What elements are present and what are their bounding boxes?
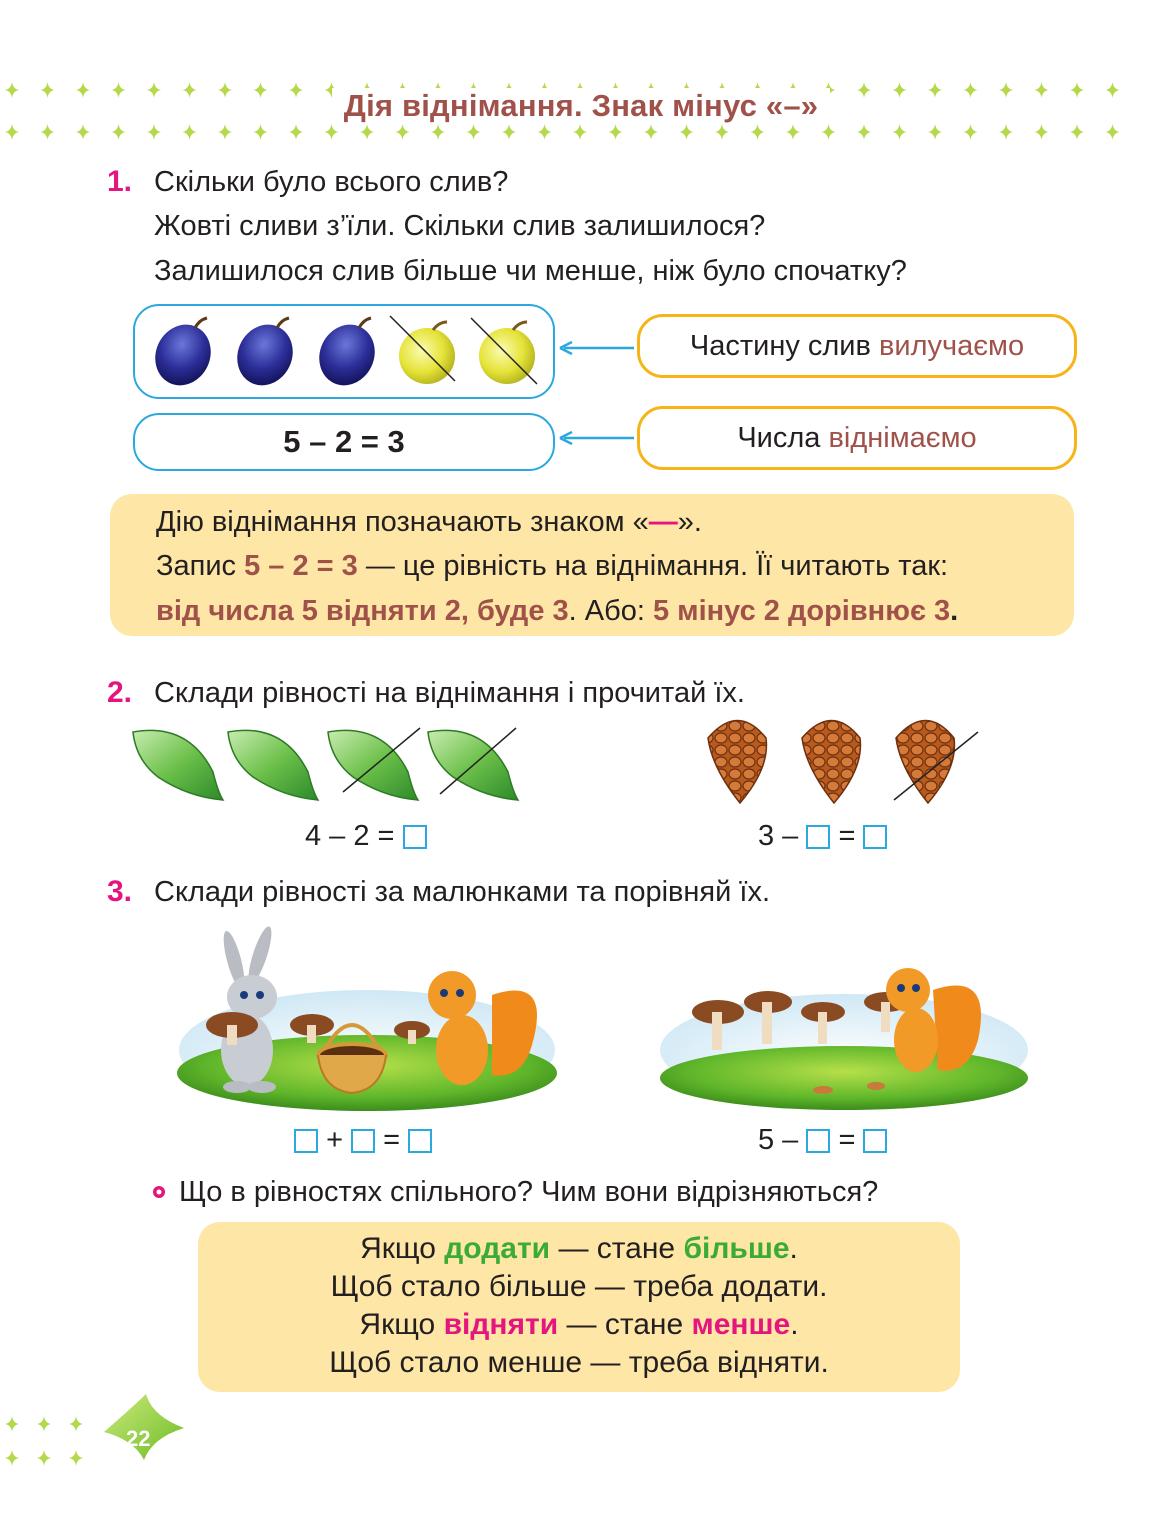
- star-decoration: [928, 124, 942, 140]
- star-decoration: [751, 124, 765, 140]
- task2-equation-right: 3 – =: [758, 820, 887, 853]
- label-subtract-plain: Числа: [737, 422, 829, 454]
- star-decoration: [5, 1416, 19, 1432]
- star-decoration: [1070, 124, 1084, 140]
- leaf-2: [228, 730, 318, 800]
- equation-5-2-3: 5 – 2 = 3: [283, 424, 405, 459]
- cones-illustration: [700, 708, 980, 808]
- rule1-line-1: Дію віднімання позначають знаком «—».: [156, 506, 702, 538]
- equation-frame: [133, 413, 555, 471]
- star-decoration: [76, 124, 90, 140]
- star-decoration: [538, 124, 552, 140]
- star-decoration: [431, 124, 445, 140]
- label-remove-accent: вилучаємо: [878, 330, 1025, 362]
- star-decoration: [112, 124, 126, 140]
- plums-illustration: [135, 306, 553, 397]
- task-number-3: 3.: [107, 875, 133, 908]
- task2-text: Склади рівності на віднімання і прочитай їх.: [154, 677, 745, 709]
- plum-blue-1: [145, 315, 220, 394]
- star-decoration: [609, 124, 623, 140]
- star-decoration: [1106, 124, 1120, 140]
- leaves-illustration: [128, 722, 528, 807]
- task1-line-3: Залишилося слив більше чи менше, ніж було спочатку?: [154, 255, 907, 287]
- answer-box[interactable]: [294, 1129, 318, 1153]
- answer-box[interactable]: [863, 825, 887, 849]
- answer-box[interactable]: [806, 825, 830, 849]
- star-decoration: [37, 1416, 51, 1432]
- star-decoration: [502, 124, 516, 140]
- star-decoration: [69, 1416, 83, 1432]
- answer-box[interactable]: [351, 1129, 375, 1153]
- arrow-left-icon: [558, 340, 638, 360]
- label-remove-plain: Частину слив: [689, 330, 879, 362]
- answer-box[interactable]: [806, 1129, 830, 1153]
- star-decoration: [644, 124, 658, 140]
- star-row-second: [0, 122, 1162, 142]
- cone-1: [708, 721, 766, 804]
- star-decoration: [37, 1450, 51, 1466]
- star-decoration: [218, 124, 232, 140]
- star-decoration: [467, 124, 481, 140]
- hare-squirrel-basket-illustration: [172, 915, 562, 1120]
- star-decoration: [5, 1450, 19, 1466]
- star-decoration: [1035, 124, 1049, 140]
- page-number: 22: [126, 1426, 151, 1451]
- leaf-crossed-2: [428, 728, 518, 800]
- rule2-line-4: Щоб стало менше — треба відняти.: [329, 1346, 829, 1379]
- plum-blue-3: [309, 315, 384, 394]
- hare: [219, 924, 277, 1093]
- rule2-line-2: Щоб стало більше — треба додати.: [330, 1270, 828, 1303]
- cone-2: [802, 721, 860, 804]
- task3-equation-right: 5 – =: [758, 1124, 887, 1157]
- task-number-2: 2.: [107, 676, 133, 709]
- star-decoration: [254, 124, 268, 140]
- plum-yellow-crossed-2: [471, 318, 537, 384]
- rule2-line-1: Якщо додати — стане більше.: [360, 1232, 798, 1265]
- star-decoration: [893, 124, 907, 140]
- rule2-text: [198, 1230, 960, 1382]
- star-cluster-footer: [0, 1408, 100, 1468]
- task3-question: Що в рівностях спільного? Чим вони відрізняються?: [179, 1176, 879, 1208]
- squirrel-mushrooms-illustration: [658, 950, 1030, 1110]
- star-decoration: [680, 124, 694, 140]
- leaf-crossed-1: [328, 728, 420, 800]
- task3-text: Склади рівності за малюнками та порівняй їх.: [154, 876, 771, 908]
- arrow-left-icon: [558, 430, 638, 450]
- star-decoration: [41, 124, 55, 140]
- label-remove-part: [637, 314, 1077, 378]
- plums-frame: [133, 304, 555, 399]
- answer-box[interactable]: [403, 825, 427, 849]
- label-subtract-numbers: [637, 406, 1077, 470]
- plum-blue-2: [227, 315, 302, 394]
- answer-box[interactable]: [863, 1129, 887, 1153]
- star-decoration: [573, 124, 587, 140]
- star-decoration: [183, 124, 197, 140]
- star-decoration: [964, 124, 978, 140]
- task-number-1: 1.: [107, 165, 133, 198]
- label-subtract-accent: віднімаємо: [828, 422, 977, 454]
- bullet-dot-icon: [151, 1184, 167, 1200]
- task3-equation-left: + =: [294, 1124, 432, 1157]
- star-decoration: [289, 124, 303, 140]
- page-title: Дія віднімання. Знак мінус «–»: [0, 88, 1162, 124]
- rule1-line-3: від числа 5 відняти 2, буде 3. Або: 5 мінус 2 дорівнює 3.: [156, 595, 959, 627]
- star-decoration: [69, 1450, 83, 1466]
- star-decoration: [360, 124, 374, 140]
- task1-line-1: Скільки було всього слив?: [154, 166, 509, 198]
- star-decoration: [715, 124, 729, 140]
- star-decoration: [147, 124, 161, 140]
- task1-line-2: Жовті сливи з’їли. Скільки слив залишилося?: [154, 210, 766, 242]
- star-decoration: [786, 124, 800, 140]
- leaf-1: [133, 730, 223, 800]
- plum-yellow-crossed-1: [390, 316, 455, 384]
- star-decoration: [857, 124, 871, 140]
- rule1-line-2: Запис 5 – 2 = 3 — це рівність на віднімання. Її читають так:: [156, 550, 949, 582]
- answer-box[interactable]: [408, 1129, 432, 1153]
- task2-equation-left: 4 – 2 =: [305, 820, 427, 853]
- rule2-line-3: Якщо відняти — стане менше.: [359, 1308, 799, 1341]
- star-decoration: [396, 124, 410, 140]
- star-decoration: [325, 124, 339, 140]
- cone-crossed: [894, 721, 978, 804]
- star-decoration: [999, 124, 1013, 140]
- star-decoration: [5, 124, 19, 140]
- star-decoration: [822, 124, 836, 140]
